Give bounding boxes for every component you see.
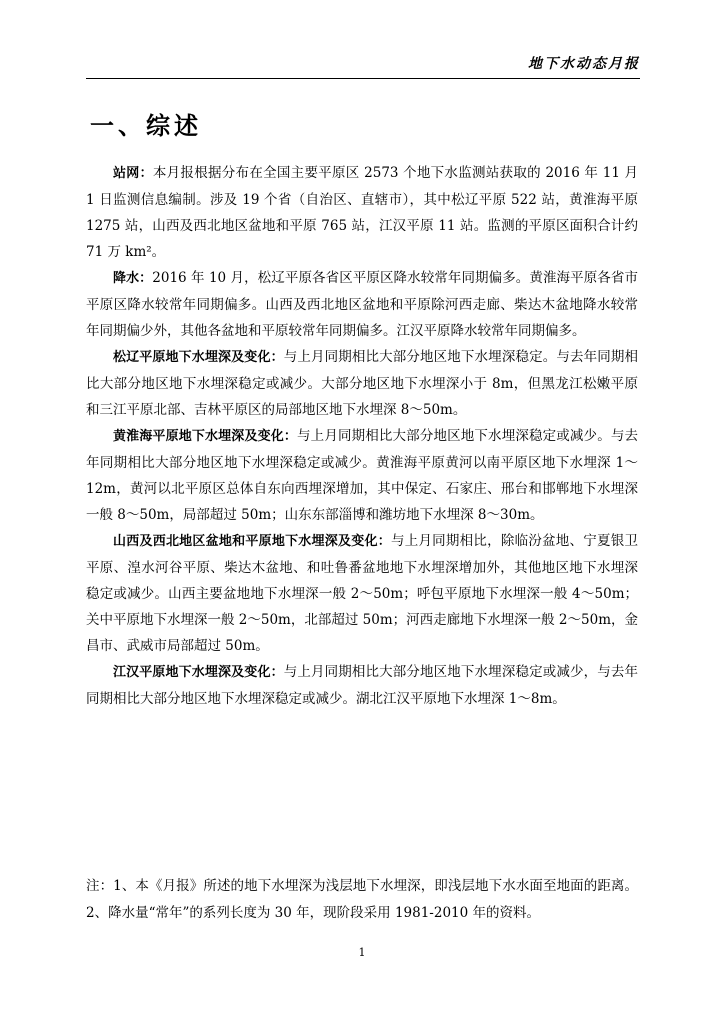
paragraph-songliao xyxy=(86,344,638,423)
section-heading: 一、综述 xyxy=(90,111,202,140)
paragraph-shanxi-northwest xyxy=(86,528,638,659)
body-text xyxy=(86,160,638,712)
paragraph-station-network xyxy=(86,160,638,265)
paragraph-label: 站网： xyxy=(113,166,153,181)
paragraph-text: 与上月同期相比大部分地区地下水埋深稳定。与去年同期相比大部分地区地下水埋深稳定或减少。大部分地区地下水埋深小于 8m，但黑龙江松嫩平原和三江平原北部、吉林平原区的局部地区地下水埋深 8～50m。 xyxy=(86,349,638,418)
header-divider xyxy=(86,78,640,79)
paragraph-huanghuaihai xyxy=(86,423,638,528)
paragraph-text: 2016 年 10 月，松辽平原各省区平原区降水较常年同期偏多。黄淮海平原各省市平原区降水较常年同期偏多。山西及西北地区盆地和平原除河西走廊、柴达木盆地降水较常年同期偏少外，其他各盆地和平原较常年同期偏多。江汉平原降水较常年同期偏多。 xyxy=(86,270,638,339)
paragraph-text: 与上月同期相比大部分地区地下水埋深稳定或减少，与去年同期相比大部分地区地下水埋深稳定或减少。湖北江汉平原地下水埋深 1～8m。 xyxy=(86,664,638,707)
paragraph-text: 与上月同期相比，除临汾盆地、宁夏银卫平原、湟水河谷平原、柴达木盆地、和吐鲁番盆地地下水埋深增加外，其他地区地下水埋深稳定或减少。山西主要盆地地下水埋深一般 2～50m；呼包平原地下水埋深一般 4～50m；关中平原地下水埋深一般 2～50m，北部超过 50m；河西走廊地下水埋深一般 2～50m，金昌市、武威市局部超过 50m。 xyxy=(86,533,638,654)
paragraph-text: 本月报根据分布在全国主要平原区 2573 个地下水监测站获取的 2016 年 11 月 1 日监测信息编制。涉及 19 个省（自治区、直辖市），其中松辽平原 522 站，黄淮海平原 1275 站，山西及西北地区盆地和平原 765 站，江汉平原 11 站。监测的平原区面积合计约 71 万 km²。 xyxy=(86,165,638,260)
footnotes: 注：1、本《月报》所述的地下水埋深为浅层地下水埋深，即浅层地下水水面至地面的距离。 2、降水量“常年”的系列长度为 30 年，现阶段采用 1981-2010 年的资料。 xyxy=(86,878,638,921)
running-header: 地下水动态月报 xyxy=(528,56,640,72)
paragraph-label: 黄淮海平原地下水埋深及变化： xyxy=(113,429,298,444)
paragraph-jianghan xyxy=(86,659,638,712)
paragraph-label: 松辽平原地下水埋深及变化： xyxy=(113,350,284,365)
paragraph-label: 降水： xyxy=(113,271,153,286)
paragraph-text: 与上月同期相比大部分地区地下水埋深稳定或减少。与去年同期相比大部分地区地下水埋深稳定或减少。黄淮海平原黄河以南平原区地下水埋深 1～12m，黄河以北平原区总体自东向西埋深增加，其中保定、石家庄、邢台和邯郸地下水埋深一般 8～50m，局部超过 50m；山东东部淄博和潍坊地下水埋深 8～30m。 xyxy=(86,428,638,523)
paragraph-label: 江汉平原地下水埋深及变化： xyxy=(113,665,284,680)
paragraph-precipitation xyxy=(86,265,638,344)
page-number: 1 xyxy=(358,946,366,959)
paragraph-label: 山西及西北地区盆地和平原地下水埋深及变化： xyxy=(113,534,391,549)
